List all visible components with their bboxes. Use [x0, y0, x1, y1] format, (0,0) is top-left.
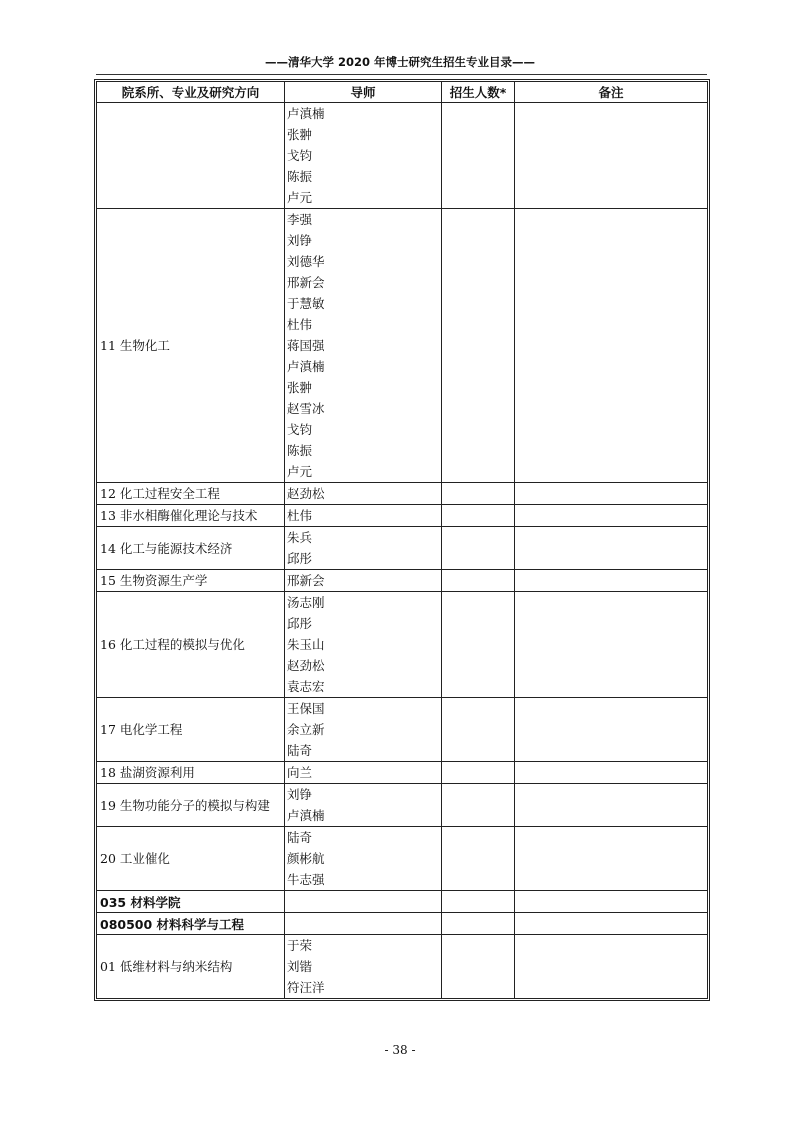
advisor-cell	[285, 505, 442, 527]
column-header-quota: 招生人数*	[442, 82, 515, 103]
advisor-name: 刘德华	[287, 254, 325, 269]
section-heading-cell: 080500 材料科学与工程	[97, 913, 285, 935]
page-header: ——清华大学 2020 年博士研究生招生专业目录——	[264, 55, 535, 69]
direction-cell: 18 盐湖资源利用	[97, 762, 285, 784]
advisor-cell	[285, 698, 442, 762]
quota-cell	[442, 505, 515, 527]
advisor-name: 于荣	[287, 938, 313, 953]
catalog-table-container	[96, 81, 707, 999]
direction-cell: 13 非水相酶催化理论与技术	[97, 505, 285, 527]
quota-cell	[442, 891, 515, 913]
section-heading-cell: 035 材料学院	[97, 891, 285, 913]
advisor-cell	[285, 483, 442, 505]
direction-cell: 19 生物功能分子的模拟与构建	[97, 784, 285, 827]
advisor-name: 符汪洋	[287, 980, 325, 995]
direction-cell: 11 生物化工	[97, 209, 285, 483]
advisor-name: 邢新会	[287, 275, 325, 290]
direction-cell: 15 生物资源生产学	[97, 570, 285, 592]
column-header-advisor: 导师	[285, 82, 442, 103]
advisor-name: 余立新	[287, 722, 325, 737]
table-row	[97, 483, 708, 505]
direction-cell: 16 化工过程的模拟与优化	[97, 592, 285, 698]
advisor-name: 陈振	[287, 443, 313, 458]
advisor-name: 汤志刚	[287, 595, 325, 610]
page-number: - 38 -	[384, 1043, 416, 1057]
advisor-cell	[285, 570, 442, 592]
direction-cell: 12 化工过程安全工程	[97, 483, 285, 505]
advisor-name: 赵劲松	[287, 658, 325, 673]
remarks-cell	[515, 570, 708, 592]
advisor-cell	[285, 762, 442, 784]
advisor-name: 卢滇楠	[287, 106, 325, 121]
table-row	[97, 913, 708, 935]
advisor-cell	[285, 913, 442, 935]
remarks-cell	[515, 209, 708, 483]
header-rule	[96, 74, 707, 75]
table-row	[97, 784, 708, 827]
remarks-cell	[515, 592, 708, 698]
advisor-name: 于慧敏	[287, 296, 325, 311]
advisor-cell	[285, 527, 442, 570]
table-row	[97, 527, 708, 570]
direction-cell: 20 工业催化	[97, 827, 285, 891]
advisor-name: 刘铮	[287, 787, 313, 802]
remarks-cell	[515, 935, 708, 999]
table-row	[97, 592, 708, 698]
advisor-name: 刘锴	[287, 959, 313, 974]
remarks-cell	[515, 527, 708, 570]
advisor-name: 卢滇楠	[287, 359, 325, 374]
table-row	[97, 570, 708, 592]
remarks-cell	[515, 483, 708, 505]
advisor-name: 杜伟	[287, 317, 313, 332]
table-row	[97, 762, 708, 784]
table-row	[97, 209, 708, 483]
advisor-name: 朱玉山	[287, 637, 325, 652]
remarks-cell	[515, 913, 708, 935]
table-row	[97, 103, 708, 209]
advisor-name: 卢元	[287, 190, 313, 205]
quota-cell	[442, 527, 515, 570]
table-row	[97, 891, 708, 913]
remarks-cell	[515, 827, 708, 891]
quota-cell	[442, 592, 515, 698]
catalog-table	[96, 81, 708, 999]
advisor-name: 向兰	[287, 765, 313, 780]
direction-cell: 01 低维材料与纳米结构	[97, 935, 285, 999]
quota-cell	[442, 935, 515, 999]
table-row	[97, 505, 708, 527]
advisor-cell	[285, 891, 442, 913]
advisor-name: 颜彬航	[287, 851, 325, 866]
advisor-name: 戈钧	[287, 422, 313, 437]
table-row	[97, 935, 708, 999]
direction-cell: 17 电化学工程	[97, 698, 285, 762]
direction-cell	[97, 103, 285, 209]
advisor-name: 陆奇	[287, 830, 313, 845]
advisor-name: 朱兵	[287, 530, 313, 545]
advisor-name: 杜伟	[287, 508, 313, 523]
advisor-name: 邢新会	[287, 573, 325, 588]
remarks-cell	[515, 505, 708, 527]
advisor-name: 张翀	[287, 127, 313, 142]
advisor-name: 戈钧	[287, 148, 313, 163]
column-header-remarks: 备注	[515, 82, 708, 103]
advisor-name: 卢元	[287, 464, 313, 479]
advisor-name: 卢滇楠	[287, 808, 325, 823]
table-row	[97, 698, 708, 762]
quota-cell	[442, 698, 515, 762]
quota-cell	[442, 913, 515, 935]
advisor-cell	[285, 209, 442, 483]
advisor-name: 赵雪冰	[287, 401, 325, 416]
advisor-cell	[285, 827, 442, 891]
advisor-name: 袁志宏	[287, 679, 325, 694]
column-header-direction: 院系所、专业及研究方向	[97, 82, 285, 103]
quota-cell	[442, 570, 515, 592]
direction-cell: 14 化工与能源技术经济	[97, 527, 285, 570]
quota-cell	[442, 762, 515, 784]
advisor-name: 陆奇	[287, 743, 313, 758]
remarks-cell	[515, 698, 708, 762]
quota-cell	[442, 103, 515, 209]
advisor-name: 张翀	[287, 380, 313, 395]
advisor-cell	[285, 784, 442, 827]
quota-cell	[442, 827, 515, 891]
quota-cell	[442, 784, 515, 827]
advisor-name: 刘铮	[287, 233, 313, 248]
advisor-name: 李强	[287, 212, 313, 227]
remarks-cell	[515, 784, 708, 827]
advisor-name: 邱彤	[287, 551, 313, 566]
table-body	[97, 103, 708, 999]
advisor-name: 赵劲松	[287, 486, 325, 501]
advisor-name: 牛志强	[287, 872, 325, 887]
advisor-name: 王保国	[287, 701, 325, 716]
advisor-name: 陈振	[287, 169, 313, 184]
remarks-cell	[515, 103, 708, 209]
advisor-cell	[285, 103, 442, 209]
table-header-row	[97, 82, 708, 103]
remarks-cell	[515, 891, 708, 913]
advisor-cell	[285, 935, 442, 999]
remarks-cell	[515, 762, 708, 784]
quota-cell	[442, 483, 515, 505]
advisor-name: 蒋国强	[287, 338, 325, 353]
advisor-name: 邱彤	[287, 616, 313, 631]
advisor-cell	[285, 592, 442, 698]
table-row	[97, 827, 708, 891]
quota-cell	[442, 209, 515, 483]
